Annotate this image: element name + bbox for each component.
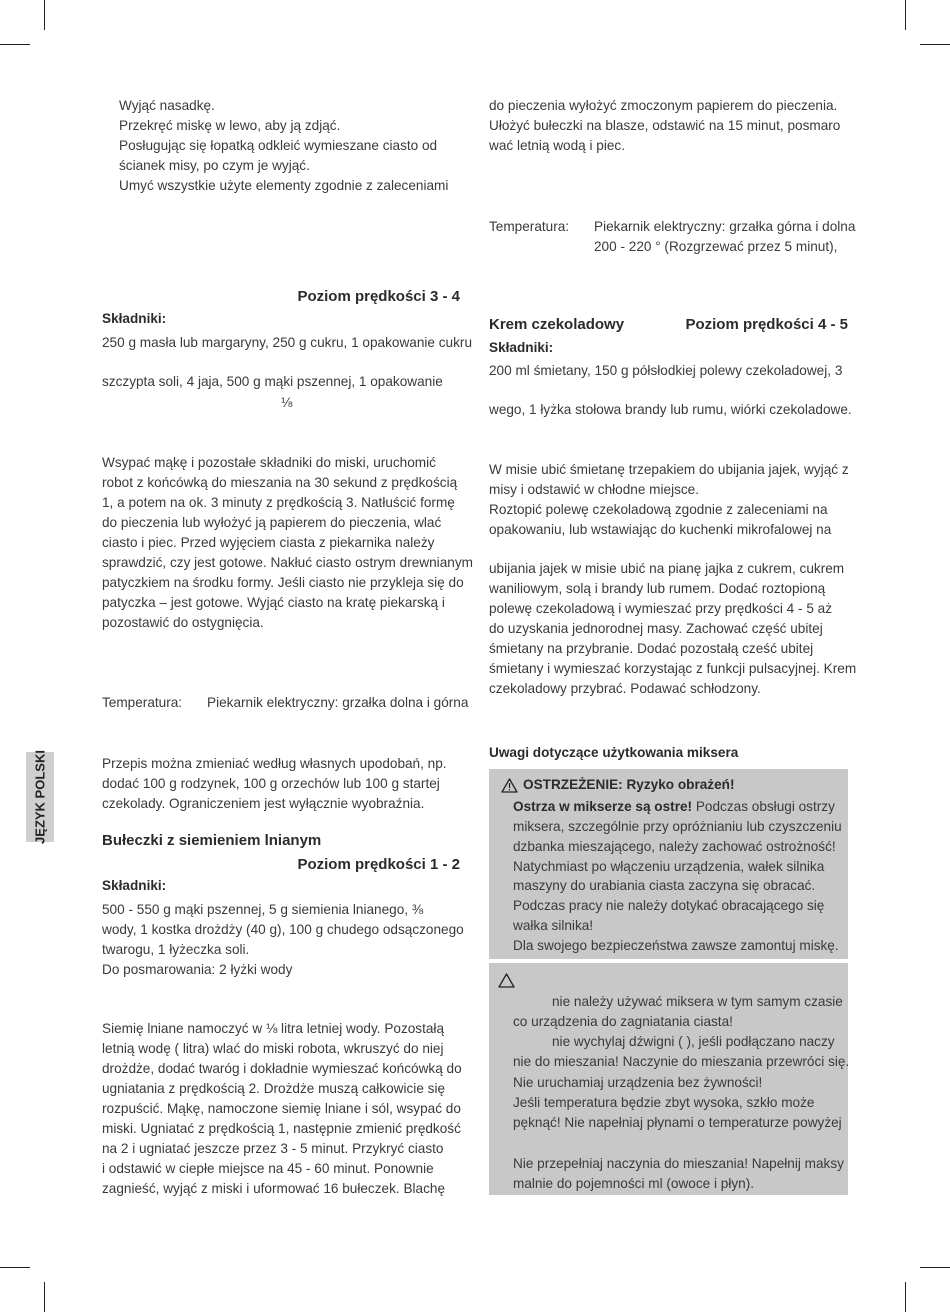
intro-line: ścianek misy, po czym je wyjąć. (119, 158, 310, 173)
method-line: ciasto i piec. Przed wyjęciem ciasta z piekarnika należy (102, 535, 435, 550)
notes-heading: Uwagi dotyczące użytkowania miksera (489, 745, 739, 760)
caution-line: Nie uruchamiaj urządzenia bez żywności! (513, 1075, 763, 1090)
method-line: opakowaniu, lub wstawiając do kuchenki mikrofalowej na (489, 522, 832, 537)
intro-line: Posługując się łopatką odkleić wymieszane ciasto od (119, 138, 438, 153)
method-line: śmietany i wymieszać korzystając z funkcji pulsacyjnej. Krem (489, 661, 857, 676)
method-line: robot z końcówką do mieszania na 30 sekund z prędkością (102, 475, 458, 490)
caution-triangle-icon (498, 973, 515, 988)
warning-line: miksera, szczególnie przy opróżnianiu lub czyszczeniu (513, 819, 842, 834)
method-line: sprawdzić, czy jest gotowe. Nakłuć ciasto ostrym drewnianym (102, 555, 473, 570)
method-line: 1, a potem na ok. 3 minuty z prędkością 3. Natłuścić formę (102, 495, 455, 510)
caution-line: pęknąć! Nie napełniaj płynami o temperaturze powyżej (513, 1115, 842, 1130)
warning-line: wałka silnika! (513, 918, 594, 933)
warning-line: maszyny do urabiania ciasta zaczyna się obracać. (513, 878, 816, 893)
warning-line (513, 797, 835, 817)
method-line: zagnieść, wyjąć z miski i uformować 16 bułeczek. Blachę (102, 1181, 446, 1196)
intro-line: Przekręć miskę w lewo, aby ją zdjąć. (119, 118, 341, 133)
method-line: wać letnią wodą i piec. (489, 138, 626, 153)
caution-line: Jeśli temperatura będzie zbyt wysoka, szkło może (513, 1095, 815, 1110)
warning-line: Podczas pracy nie należy dotykać obracającego się (513, 898, 825, 913)
method-line: patyczka – jest gotowe. Wyjąć ciasto na kratę piekarską i (102, 595, 445, 610)
method-line: Roztopić polewę czekoladową zgodnie z zaleceniami na (489, 502, 828, 517)
intro-line: Umyć wszystkie użyte elementy zgodnie z zaleceniami (119, 178, 449, 193)
temperature-label: Temperatura: (489, 219, 570, 234)
method-line: waniliowym, solą i brandy lub rumem. Dodać roztopioną (489, 581, 826, 596)
method-line: rozpuścić. Mąkę, namoczone siemię lniane i sól, wsypać do (102, 1101, 461, 1116)
method-line: Siemię lniane namoczyć w ⅛ litra letniej wody. Pozostałą (102, 1021, 445, 1036)
warning-text: Podczas obsługi ostrzy (692, 799, 835, 814)
caution-line: co urządzenia do zagniatania ciasta! (513, 1014, 733, 1029)
warning-line: Dla swojego bezpieczeństwa zawsze zamontuj miskę. (513, 938, 839, 953)
crop-mark (0, 1267, 30, 1268)
temperature-value: Piekarnik elektryczny: grzałka górna i dolna (594, 219, 856, 234)
speed-level-heading: Poziom prędkości 3 - 4 (297, 288, 460, 305)
warning-emphasis: Ostrza w mikserze są ostre! (513, 799, 693, 814)
crop-mark (44, 1282, 45, 1312)
ingredients-line: wego, 1 łyżka stołowa brandy lub rumu, wiórki czekoladowe. (489, 402, 852, 417)
recipe-title: Bułeczki z siemieniem lnianym (102, 832, 322, 849)
ingredients-line: 200 ml śmietany, 150 g półsłodkiej polewy czekoladowej, 3 (489, 363, 843, 378)
method-line: czekoladowy przybrać. Podawać schłodzony. (489, 681, 761, 696)
speed-level-heading: Poziom prędkości 1 - 2 (297, 856, 460, 873)
method-line: drożdże, dodać twaróg i dokładnie wymieszać końcówką do (102, 1061, 462, 1076)
method-line: pozostawić do ostygnięcia. (102, 615, 264, 630)
language-tab-label: JĘZYK POLSKI (32, 750, 48, 844)
ingredients-line: Do posmarowania: 2 łyżki wody (102, 962, 293, 977)
method-line: do pieczenia wyłożyć zmoczonym papierem do pieczenia. (489, 98, 838, 113)
speed-level-heading: Poziom prędkości 4 - 5 (685, 316, 848, 333)
method-line: śmietany na przybranie. Dodać pozostałą cześć ubitej (489, 641, 814, 656)
note-line: dodać 100 g rodzynek, 100 g orzechów lub 100 g startej (102, 776, 440, 791)
warning-line: dzbanka mieszającego, należy zachować ostrożność! (513, 839, 836, 854)
note-line: Przepis można zmieniać według własnych upodobań, np. (102, 756, 447, 771)
fraction-glyph: ⅛ (281, 395, 293, 410)
ingredients-label: Składniki: (102, 878, 167, 893)
warning-triangle-icon (501, 778, 518, 793)
method-line: i odstawić w ciepłe miejsce na 45 - 60 minut. Ponownie (102, 1161, 434, 1176)
method-line: ugniatania z prędkością 2. Drożdże muszą całkowicie się (102, 1081, 446, 1096)
method-line: letnią wodę ( litra) wlać do miski robota, wkruszyć do niej (102, 1041, 444, 1056)
caution-line: nie należy używać miksera w tym samym czasie (552, 994, 843, 1009)
temperature-label: Temperatura: (102, 695, 183, 710)
method-line: Ułożyć bułeczki na blasze, odstawić na 15 minut, posmaro (489, 118, 841, 133)
method-line: patyczkiem na środku formy. Jeśli ciasto nie przykleja się do (102, 575, 464, 590)
temperature-value: 200 - 220 ° (Rozgrzewać przez 5 minut), (594, 239, 838, 254)
note-line: czekolady. Ograniczeniem jest wyłącznie wyobraźnia. (102, 796, 425, 811)
method-line: do uzyskania jednorodnej masy. Zachować część ubitej (489, 621, 823, 636)
method-line: do pieczenia lub wyłożyć ją papierem do pieczenia, wlać (102, 515, 442, 530)
method-line: Wsypać mąkę i pozostałe składniki do miski, uruchomić (102, 455, 436, 470)
ingredients-line: 500 - 550 g mąki pszennej, 5 g siemienia lnianego, ⅜ (102, 902, 424, 917)
method-line: miski. Ugniatać z prędkością 1, następnie zmienić prędkość (102, 1121, 461, 1136)
crop-mark (920, 44, 950, 45)
method-line: na 2 i ugniatać jeszcze przez 3 - 5 minut. Przykryć ciasto (102, 1141, 444, 1156)
caution-line: malnie do pojemności ml (owoce i płyn). (513, 1176, 755, 1191)
warning-title: OSTRZEŻENIE: Ryzyko obrażeń! (523, 777, 735, 792)
method-line: misy i odstawić w chłodne miejsce. (489, 482, 700, 497)
caution-line: nie wychylaj dźwigni ( ), jeśli podłączano naczy (552, 1034, 835, 1049)
intro-line: Wyjąć nasadkę. (119, 98, 215, 113)
ingredients-line: twarogu, 1 łyżeczka soli. (102, 942, 250, 957)
warning-line: Natychmiast po włączeniu urządzenia, wałek silnika (513, 859, 825, 874)
crop-mark (905, 1282, 906, 1312)
crop-mark (920, 1267, 950, 1268)
method-line: ubijania jajek w misie ubić na pianę jajka z cukrem, cukrem (489, 561, 845, 576)
ingredients-line: wody, 1 kostka drożdży (40 g), 100 g chudego odsączonego (102, 922, 464, 937)
ingredients-line: 250 g masła lub margaryny, 250 g cukru, 1 opakowanie cukru (102, 335, 473, 350)
temperature-value: Piekarnik elektryczny: grzałka dolna i górna (207, 695, 469, 710)
recipe-title: Krem czekoladowy (489, 316, 625, 333)
ingredients-label: Składniki: (489, 340, 554, 355)
method-line: W misie ubić śmietanę trzepakiem do ubijania jajek, wyjąć z (489, 462, 849, 477)
ingredients-label: Składniki: (102, 311, 167, 326)
method-line: polewę czekoladową i wymieszać przy prędkości 4 - 5 aż (489, 601, 833, 616)
ingredients-line: szczypta soli, 4 jaja, 500 g mąki pszennej, 1 opakowanie (102, 374, 443, 389)
caution-line: Nie przepełniaj naczynia do mieszania! Napełnij maksy (513, 1156, 844, 1171)
crop-mark (44, 0, 45, 30)
crop-mark (0, 44, 30, 45)
crop-mark (905, 0, 906, 30)
caution-line: nie do mieszania! Naczynie do mieszania przewróci się. (513, 1054, 850, 1069)
